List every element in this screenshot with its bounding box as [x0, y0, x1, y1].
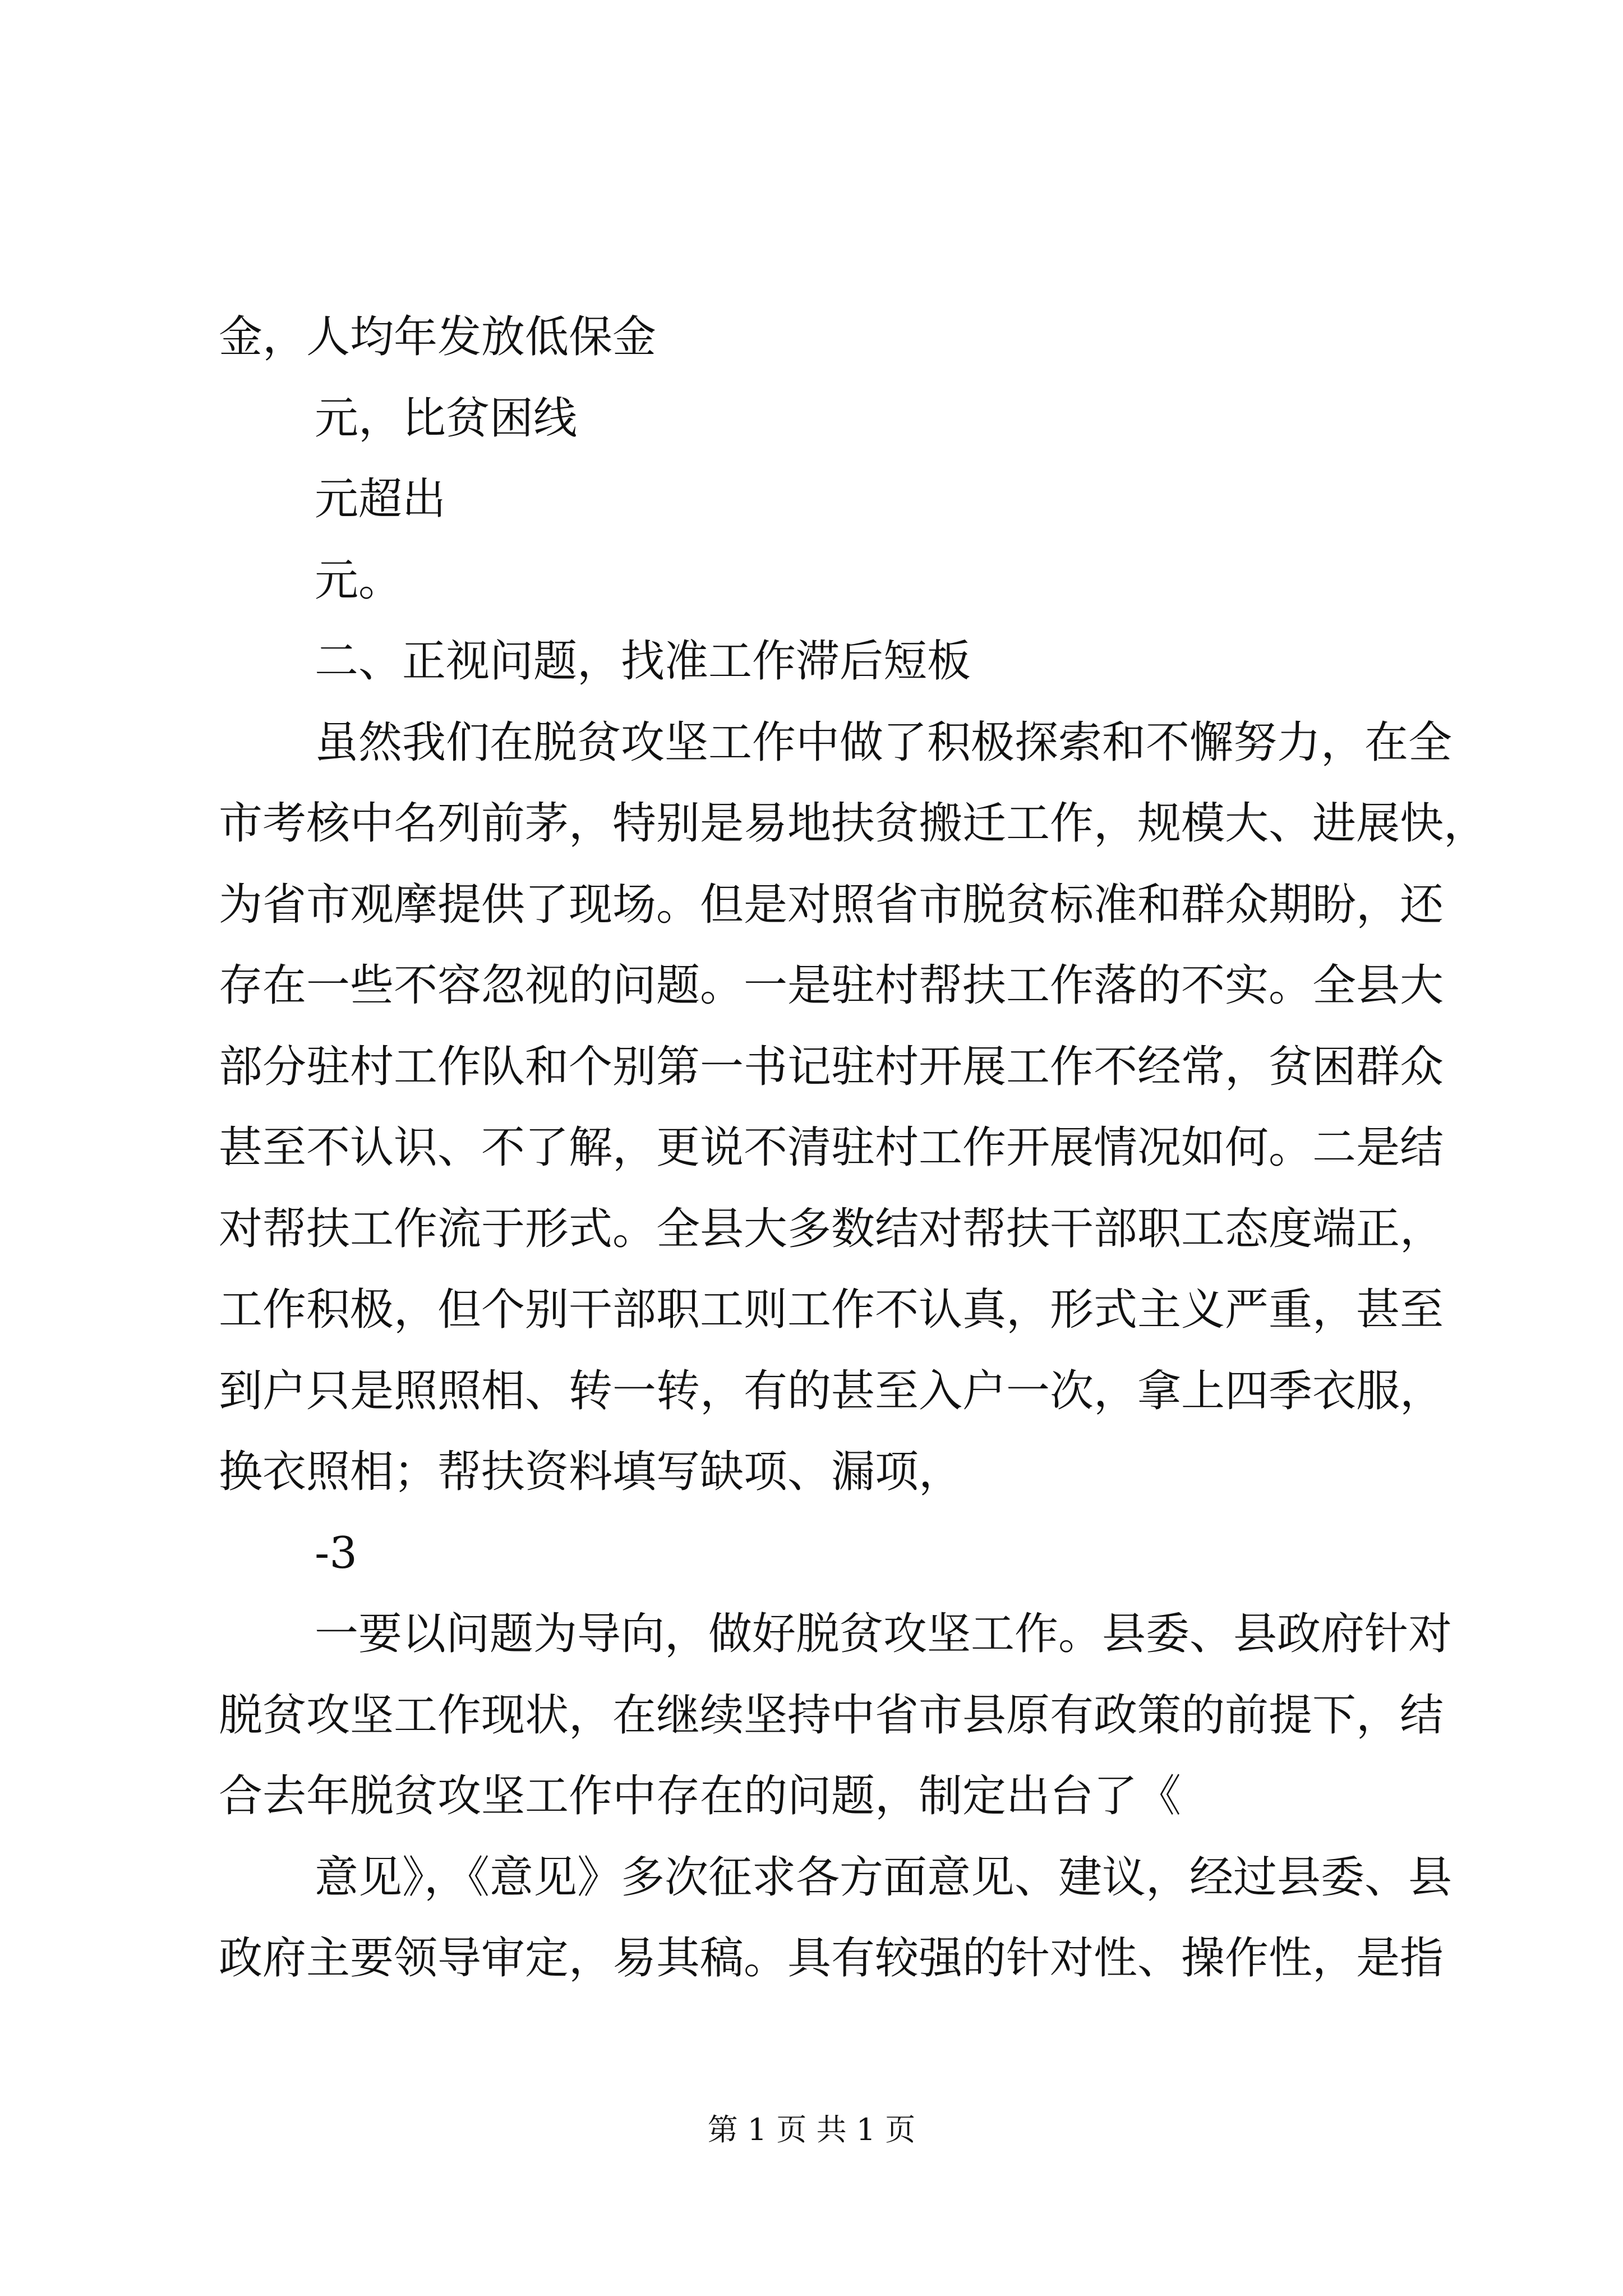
paragraph-1-line-8: 工作积极，但个别干部职工则工作不认真，形式主义严重，甚至	[219, 1285, 1444, 1335]
paragraph-2-line-3: 合去年脱贫攻坚工作中存在的问题，制定出台了《	[219, 1771, 1182, 1821]
paragraph-2-line-1: 一要以问题为导向，做好脱贫攻坚工作。县委、县政府针对	[315, 1609, 1453, 1659]
text-line-1: 金，人均年发放低保金	[219, 312, 657, 362]
paragraph-1-line-1: 虽然我们在脱贫攻坚工作中做了积极探索和不懈努力，在全	[315, 717, 1453, 768]
paragraph-1-line-5: 部分驻村工作队和个别第一书记驻村开展工作不经常，贫困群众	[219, 1042, 1444, 1092]
paragraph-1-line-9: 到户只是照照相、转一转，有的甚至入户一次，拿上四季衣服，	[219, 1366, 1444, 1416]
paragraph-1-line-4: 存在一些不容忽视的问题。一是驻村帮扶工作落的不实。全县大	[219, 960, 1444, 1011]
paragraph-2-line-2: 脱贫攻坚工作现状，在继续坚持中省市县原有政策的前提下，结	[219, 1690, 1444, 1741]
paragraph-1-line-6: 甚至不认识、不了解，更说不清驻村工作开展情况如何。二是结	[219, 1122, 1444, 1173]
page-footer: 第 1 页 共 1 页	[707, 2112, 916, 2147]
paragraph-3-line-1: 意见》，《意见》多次征求各方面意见、建议，经过县委、县	[315, 1852, 1453, 1903]
text-line-4: 元。	[315, 555, 403, 606]
section-heading: 二、正视问题，找准工作滞后短板	[315, 636, 971, 687]
paragraph-3-line-2: 政府主要领导审定，易其稿。具有较强的针对性、操作性，是指	[219, 1933, 1444, 1984]
paragraph-1-line-2: 市考核中名列前茅，特别是易地扶贫搬迁工作，规模大、进展快，	[219, 798, 1488, 849]
text-line-3: 元超出	[315, 474, 446, 524]
paragraph-1-line-10: 换衣照相；帮扶资料填写缺项、漏项，	[219, 1447, 963, 1497]
paragraph-1-line-7: 对帮扶工作流于形式。全县大多数结对帮扶干部职工态度端正，	[219, 1204, 1444, 1254]
paragraph-1-line-3: 为省市观摩提供了现场。但是对照省市脱贫标准和群众期盼，还	[219, 880, 1444, 930]
text-line-2: 元，比贫困线	[315, 393, 578, 444]
inline-page-number: -3	[315, 1528, 357, 1579]
